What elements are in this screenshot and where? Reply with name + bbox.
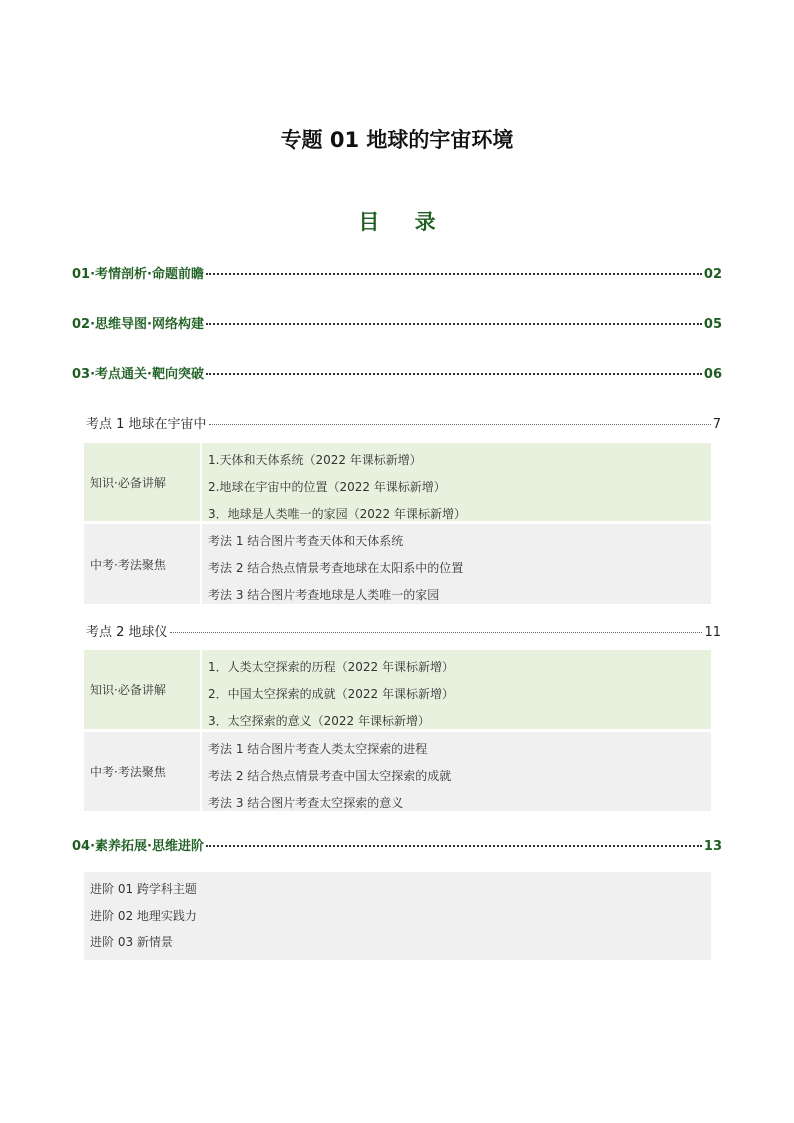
toc-kaodian-2[interactable] xyxy=(86,621,721,640)
kaodian-1-table xyxy=(84,443,711,607)
method-items xyxy=(202,732,711,811)
toc-kaodian-1[interactable] xyxy=(86,413,721,432)
knowledge-label: 知识·必备讲解 xyxy=(84,443,200,521)
method-label: 中考·考法聚焦 xyxy=(84,524,200,604)
page-title: 专题 01 地球的宇宙环境 xyxy=(280,128,514,152)
dot-leader xyxy=(206,323,702,325)
toc-section-label: 02·思维导图·网络构建 xyxy=(72,317,204,332)
toc-item[interactable]: 3．太空探索的意义（2022 年课标新增） xyxy=(208,714,430,728)
toc-section-02[interactable] xyxy=(72,313,722,332)
toc-page-number: 05 xyxy=(703,317,722,332)
knowledge-row xyxy=(84,443,711,521)
dot-leader xyxy=(206,273,702,275)
dot-leader xyxy=(206,373,702,375)
knowledge-label: 知识·必备讲解 xyxy=(84,650,200,729)
toc-item[interactable]: 考法 2 结合热点情景考查中国太空探索的成就 xyxy=(208,769,452,783)
knowledge-row xyxy=(84,650,711,729)
advanced-list xyxy=(84,872,711,960)
toc-item[interactable]: 2.地球在宇宙中的位置（2022 年课标新增） xyxy=(208,480,446,494)
toc-heading: 目 录 xyxy=(358,210,450,234)
toc-page-number: 06 xyxy=(703,367,722,382)
toc-item[interactable]: 进阶 03 新情景 xyxy=(90,935,173,949)
toc-item[interactable]: 1．人类太空探索的历程（2022 年课标新增） xyxy=(208,660,454,674)
toc-page-number: 7 xyxy=(712,417,721,432)
kaodian-2-table xyxy=(84,650,711,814)
toc-section-01[interactable] xyxy=(72,263,722,282)
toc-section-03[interactable] xyxy=(72,363,722,382)
toc-page-number: 13 xyxy=(703,839,722,854)
toc-item[interactable]: 考法 1 结合图片考查天体和天体系统 xyxy=(208,534,404,548)
method-items xyxy=(202,524,711,604)
dot-leader xyxy=(209,424,711,425)
toc-section-label: 04·素养拓展·思维进阶 xyxy=(72,839,204,854)
toc-item[interactable]: 3．地球是人类唯一的家园（2022 年课标新增） xyxy=(208,507,466,521)
toc-item[interactable]: 2．中国太空探索的成就（2022 年课标新增） xyxy=(208,687,454,701)
toc-item[interactable]: 考法 2 结合热点情景考查地球在太阳系中的位置 xyxy=(208,561,464,575)
toc-item[interactable]: 考法 3 结合图片考查太空探索的意义 xyxy=(208,796,404,810)
toc-kaodian-label: 考点 2 地球仪 xyxy=(86,625,168,640)
toc-kaodian-label: 考点 1 地球在宇宙中 xyxy=(86,417,207,432)
toc-item[interactable]: 1.天体和天体系统（2022 年课标新增） xyxy=(208,453,422,467)
toc-section-label: 03·考点通关·靶向突破 xyxy=(72,367,204,382)
toc-item[interactable]: 考法 3 结合图片考查地球是人类唯一的家园 xyxy=(208,588,440,602)
toc-section-04[interactable] xyxy=(72,835,722,854)
method-row xyxy=(84,524,711,604)
dot-leader xyxy=(206,845,702,847)
knowledge-items xyxy=(202,443,711,521)
dot-leader xyxy=(170,632,703,633)
toc-item[interactable]: 进阶 01 跨学科主题 xyxy=(90,882,197,896)
method-label: 中考·考法聚焦 xyxy=(84,732,200,811)
toc-page-number: 02 xyxy=(703,267,722,282)
toc-page-number: 11 xyxy=(704,625,721,640)
method-row xyxy=(84,732,711,811)
toc-section-label: 01·考情剖析·命题前瞻 xyxy=(72,267,204,282)
knowledge-items xyxy=(202,650,711,729)
toc-item[interactable]: 进阶 02 地理实践力 xyxy=(90,908,197,923)
toc-item[interactable]: 考法 1 结合图片考查人类太空探索的进程 xyxy=(208,742,428,756)
